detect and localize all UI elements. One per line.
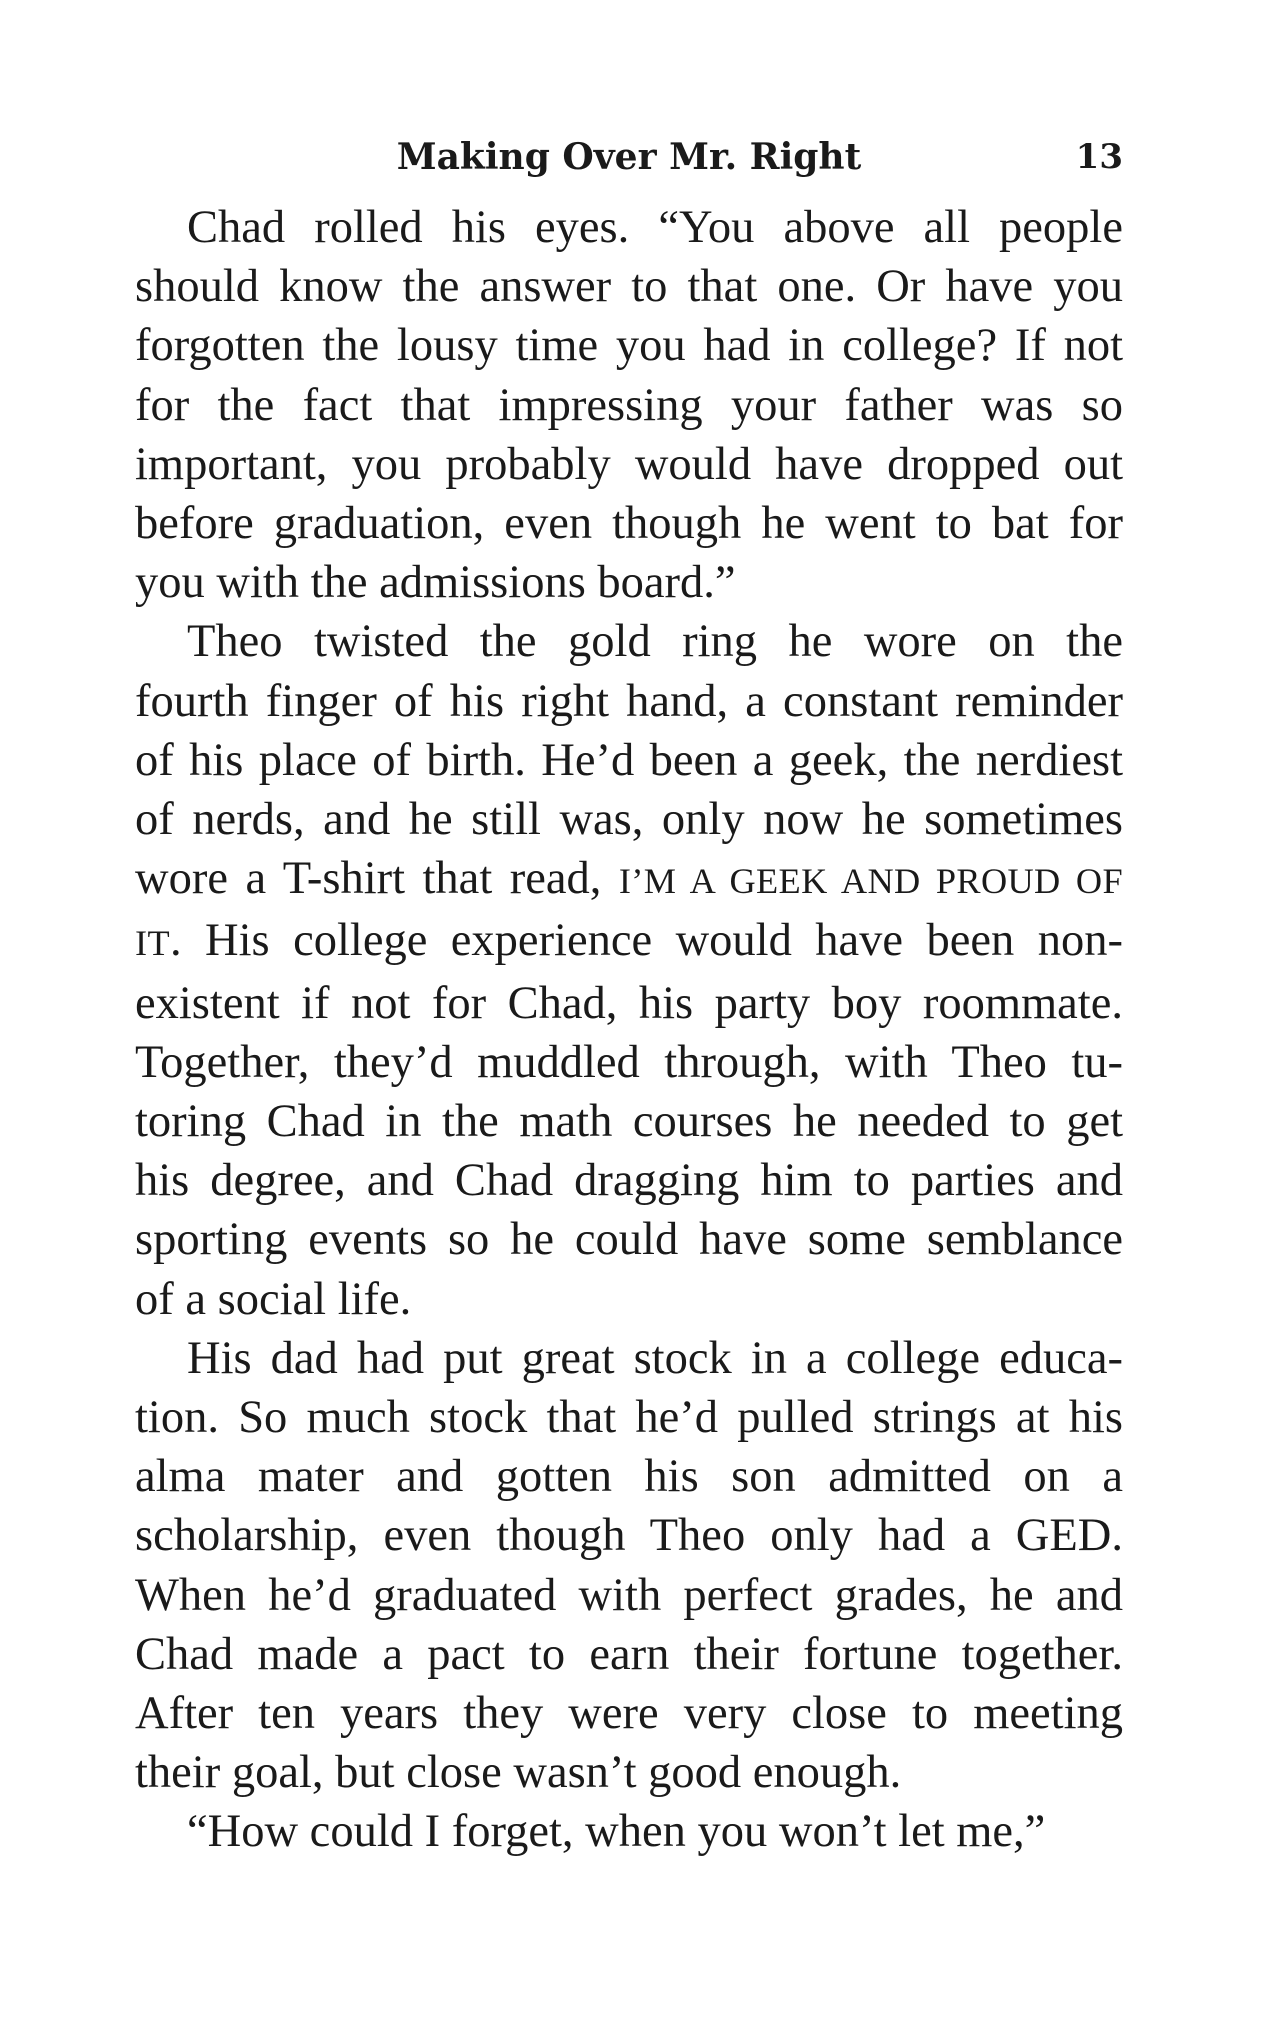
paragraph-4 [135,1802,1123,1861]
paragraph-2 [135,612,1123,1328]
tshirt-slogan: I’M A GEEK AND PROUD OF [618,861,1123,902]
text-line: their goal, but close wasn’t good enough. [135,1747,902,1799]
text-line: of nerds, and he still was, only now he sometimes [135,794,1123,846]
text-line: toring Chad in the math courses he needed to get [135,1096,1123,1148]
tshirt-slogan-end: IT [135,923,170,964]
text-line-tshirt-end [135,911,1123,973]
text-line: his degree, and Chad dragging him to parties and [135,1155,1123,1207]
body-text [135,198,1123,1862]
text-line: Theo twisted the gold ring he wore on the [187,616,1123,668]
running-title: Making Over Mr. Right [396,136,862,178]
text-line: His dad had put great stock in a college educa- [187,1332,1123,1384]
text-segment: . His college experience would have been non- [169,915,1123,967]
page-number: 13 [1075,137,1123,177]
text-line: you with the admissions board.” [135,557,736,609]
text-line: of a social life. [135,1273,412,1325]
text-line: After ten years they were very close to meeting [135,1688,1123,1740]
text-line: sporting events so he could have some semblance [135,1214,1123,1266]
text-line: When he’d graduated with perfect grades, he and [135,1569,1123,1621]
text-line: Together, they’d muddled through, with Theo tu- [135,1036,1123,1088]
text-line: fourth finger of his right hand, a constant reminder [135,675,1123,727]
text-line: Chad made a pact to earn their fortune together. [135,1628,1123,1680]
text-line: scholarship, even though Theo only had a GED. [135,1510,1123,1562]
text-segment: wore a T-shirt that read, [135,853,619,905]
text-line: should know the answer to that one. Or have you [135,261,1123,313]
text-line-tshirt [135,849,1123,911]
text-line: of his place of birth. He’d been a geek, the nerdiest [135,734,1123,786]
text-line: important, you probably would have dropped out [135,438,1123,490]
page-header [135,132,1123,182]
text-line: before graduation, even though he went to bat for [135,498,1123,550]
paragraph-3 [135,1329,1123,1803]
text-line: for the fact that impressing your father was so [135,379,1123,431]
text-line: forgotten the lousy time you had in college? If not [135,320,1123,372]
text-line: Chad rolled his eyes. “You above all people [187,202,1123,253]
text-line: “How could I forget, when you won’t let me,” [187,1806,1046,1858]
text-line: tion. So much stock that he’d pulled strings at his [135,1392,1123,1444]
text-line: alma mater and gotten his son admitted on a [135,1451,1123,1503]
text-line: existent if not for Chad, his party boy roommate. [135,977,1123,1029]
paragraph-1 [135,198,1123,612]
